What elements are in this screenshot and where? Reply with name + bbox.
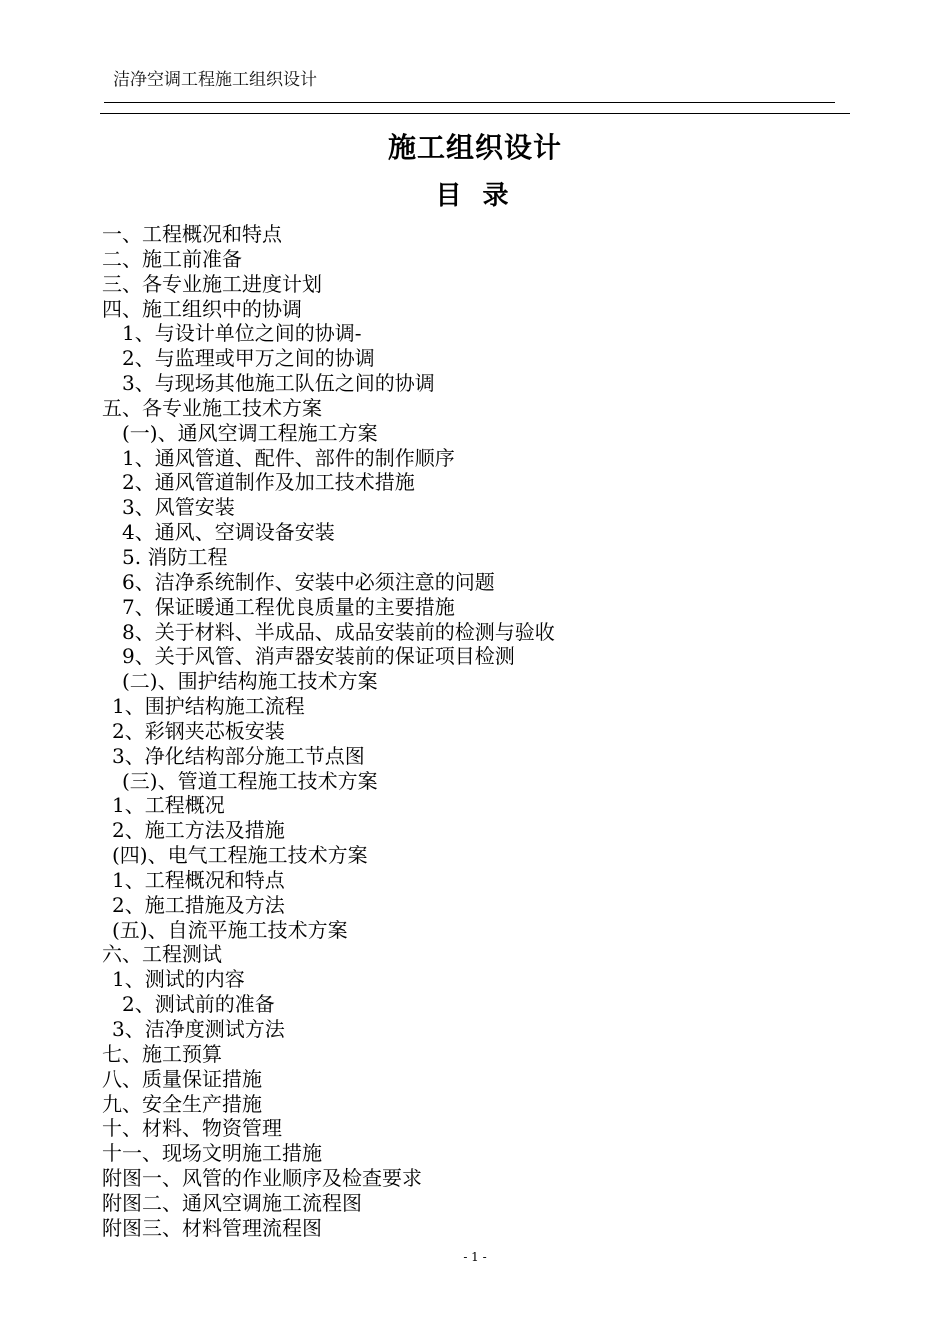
toc-entry: 四、施工组织中的协调: [102, 296, 302, 321]
toc-entry: 附图三、材料管理流程图: [102, 1215, 322, 1240]
toc-entry: (一)、通风空调工程施工方案: [122, 420, 378, 445]
toc-entry: 8、关于材料、半成品、成品安装前的检测与验收: [122, 619, 555, 644]
page-number: - 1 -: [463, 1250, 487, 1264]
toc-entry: 五、各专业施工技术方案: [102, 395, 322, 420]
toc-entry: 十一、现场文明施工措施: [102, 1141, 322, 1166]
toc-entry: (二)、围护结构施工技术方案: [122, 669, 378, 694]
toc-entry: 3、洁净度测试方法: [112, 1017, 285, 1041]
table-of-contents: [102, 222, 862, 1241]
toc-entry: (四)、电气工程施工技术方案: [112, 843, 368, 868]
toc-entry: 附图一、风管的作业顺序及检查要求: [102, 1166, 422, 1191]
toc-entry: 六、工程测试: [102, 942, 222, 967]
toc-entry: 5. 消防工程: [122, 544, 228, 569]
toc-entry: 一、工程概况和特点: [102, 222, 282, 246]
toc-entry: 9、关于风管、消声器安装前的保证项目检测: [122, 644, 515, 669]
toc-entry: 七、施工预算: [102, 1041, 222, 1066]
header-rule-bottom: [100, 113, 850, 114]
toc-entry: 1、测试的内容: [112, 967, 245, 992]
toc-entry: 3、风管安装: [122, 495, 235, 520]
toc-entry: 2、通风管道制作及加工技术措施: [122, 470, 415, 495]
toc-entry: 九、安全生产措施: [102, 1091, 262, 1116]
toc-entry: 2、施工措施及方法: [112, 892, 285, 917]
toc-entry: 7、保证暖通工程优良质量的主要措施: [122, 594, 455, 619]
toc-entry: 1、工程概况和特点: [112, 867, 285, 892]
toc-entry: 1、围护结构施工流程: [112, 694, 305, 719]
toc-heading: 目 录: [435, 181, 515, 211]
toc-entry: 二、施工前准备: [102, 246, 242, 271]
toc-entry: 6、洁净系统制作、安装中必须注意的问题: [122, 569, 495, 594]
toc-entry: 2、彩钢夹芯板安装: [112, 718, 285, 743]
toc-entry: 4、通风、空调设备安装: [122, 520, 335, 545]
toc-entry: 2、与监理或甲万之间的协调: [122, 346, 375, 371]
toc-entry: 八、质量保证措施: [102, 1066, 262, 1091]
toc-entry: (五)、自流平施工技术方案: [112, 917, 348, 942]
running-header-title: 洁净空调工程施工组织设计: [113, 70, 317, 90]
toc-entry: 十、材料、物资管理: [102, 1116, 282, 1141]
toc-entry: 1、与设计单位之间的协调-: [122, 321, 362, 346]
toc-entry: 附图二、通风空调施工流程图: [102, 1190, 362, 1215]
header-rule-top: [104, 102, 835, 103]
toc-entry: 3、与现场其他施工队伍之间的协调: [122, 371, 435, 396]
toc-entry: (三)、管道工程施工技术方案: [122, 768, 378, 793]
toc-entry: 1、工程概况: [112, 793, 225, 818]
toc-entry: 1、通风管道、配件、部件的制作顺序: [122, 445, 455, 470]
toc-entry: 三、各专业施工进度计划: [102, 271, 322, 296]
document-title: 施工组织设计: [387, 131, 562, 164]
toc-entry: 3、净化结构部分施工节点图: [112, 743, 365, 768]
toc-entry: 2、施工方法及措施: [112, 818, 285, 843]
toc-entry: 2、测试前的准备: [122, 992, 275, 1017]
